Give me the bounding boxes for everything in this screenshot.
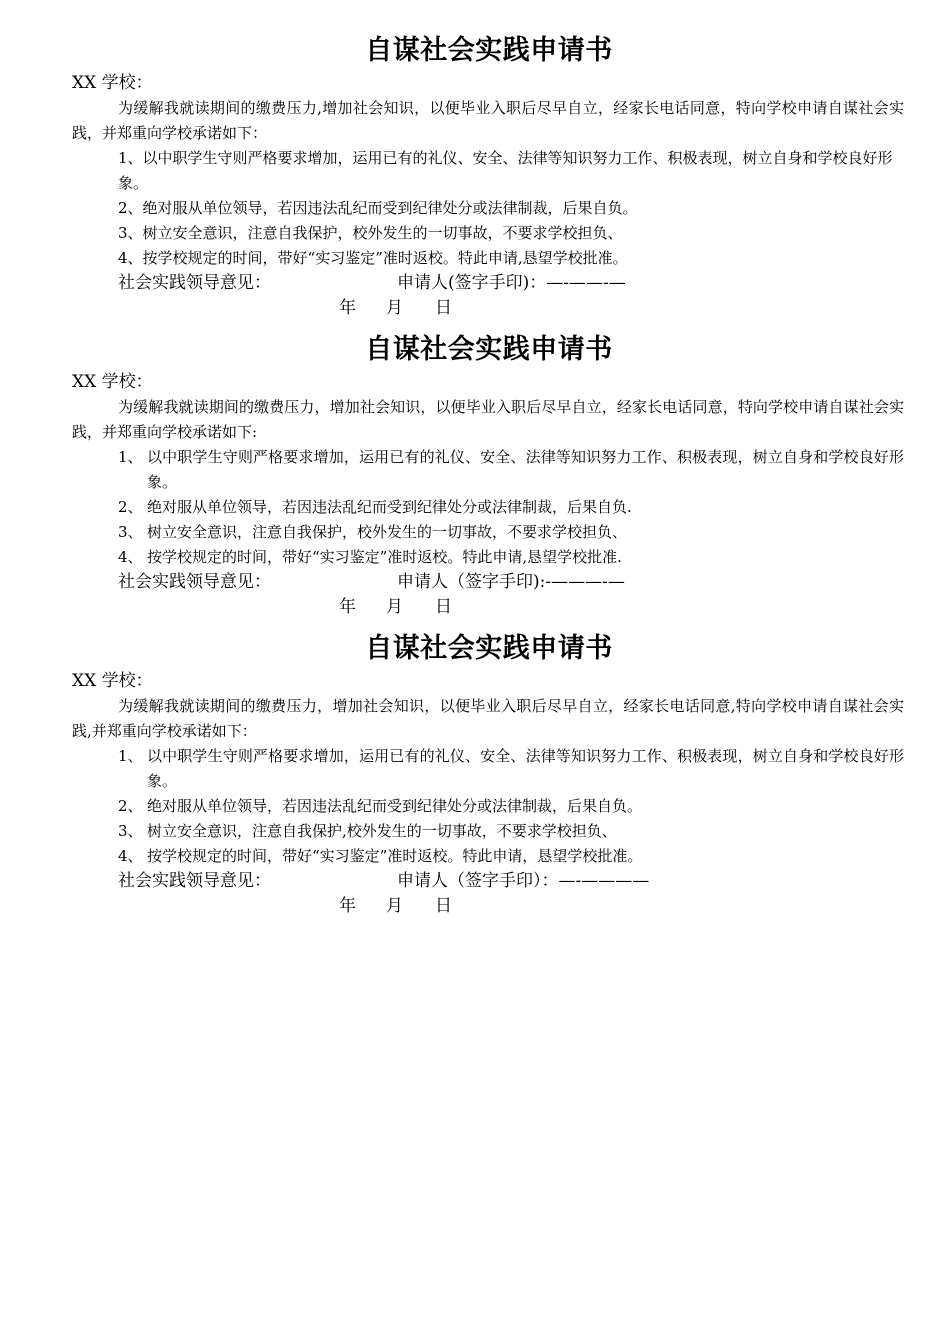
item-number: 4、 <box>118 249 143 267</box>
leader-opinion-label: 社会实践领导意见： <box>118 871 271 891</box>
leader-opinion-label: 社会实践领导意见： <box>118 572 271 592</box>
signature-row <box>72 869 904 894</box>
date-row <box>72 894 904 919</box>
applicant-signature-label: 申请人(签字手印)：—-——-— <box>397 273 626 293</box>
commitment-item <box>72 545 904 570</box>
commitment-list <box>72 744 904 869</box>
item-number: 3、 <box>118 822 143 840</box>
item-number: 3、 <box>118 224 143 242</box>
item-number: 2、 <box>118 797 143 815</box>
intro-paragraph: 为缓解我就读期间的缴费压力,增加社会知识，以便毕业入职后尽早自立，经家长电话同意，特向学校申请自谋社会实践，并郑重向学校承诺如下： <box>72 99 904 142</box>
commitment-item <box>72 819 904 844</box>
item-text: 以中职学生守则严格要求增加，运用已有的礼仪、安全、法律等知识努力工作、积极表现，树立自身和学校良好形象。 <box>118 149 893 192</box>
form-title: 自谋社会实践申请书 <box>365 334 613 365</box>
date-month-label: 月 <box>386 298 403 318</box>
date-day-label: 日 <box>435 597 452 617</box>
commitment-list <box>72 146 904 271</box>
commitment-item <box>72 445 904 495</box>
date-year-label: 年 <box>339 597 356 617</box>
item-number: 4、 <box>118 847 143 865</box>
date-month-label: 月 <box>386 896 403 916</box>
date-year-label: 年 <box>339 298 356 318</box>
signature-row <box>72 271 904 296</box>
commitment-item <box>72 221 904 246</box>
item-text: 绝对服从单位领导，若因违法乱纪而受到纪律处分或法律制裁，后果自负。 <box>142 199 638 217</box>
item-text: 按学校规定的时间，带好“实习鉴定”准时返校。特此申请,恳望学校批准。 <box>142 249 628 267</box>
item-number: 2、 <box>118 199 143 217</box>
date-row <box>72 595 904 620</box>
applicant-signature-label: 申请人（签字手印):-———-— <box>397 572 625 592</box>
commitment-list <box>72 445 904 570</box>
commitment-item <box>72 146 904 196</box>
item-text: 树立安全意识，注意自我保护，校外发生的一切事故，不要求学校担负、 <box>147 523 628 541</box>
applicant-signature-label: 申请人（签字手印）：—-———— <box>397 871 650 891</box>
form-title: 自谋社会实践申请书 <box>365 35 613 66</box>
item-number: 1、 <box>118 149 143 167</box>
item-number: 3、 <box>118 523 143 541</box>
commitment-item <box>72 794 904 819</box>
form-title: 自谋社会实践申请书 <box>365 633 613 664</box>
date-year-label: 年 <box>339 896 356 916</box>
item-number: 2、 <box>118 498 143 516</box>
commitment-item <box>72 744 904 794</box>
item-number: 4、 <box>118 548 143 566</box>
addressee: XX 学校： <box>72 372 153 392</box>
application-form-2 <box>72 331 904 620</box>
application-form-1 <box>72 32 904 321</box>
item-text: 按学校规定的时间，带好“实习鉴定”准时返校。特此申请，恳望学校批准。 <box>147 847 643 865</box>
commitment-item <box>72 844 904 869</box>
intro-paragraph: 为缓解我就读期间的缴费压力，增加社会知识，以便毕业入职后尽早自立，经家长电话同意,特向学校申请自谋社会实践,并郑重向学校承诺如下： <box>72 697 904 740</box>
leader-opinion-label: 社会实践领导意见： <box>118 273 271 293</box>
addressee: XX 学校： <box>72 73 153 93</box>
item-text: 按学校规定的时间，带好“实习鉴定”准时返校。特此申请,恳望学校批准. <box>147 548 622 566</box>
commitment-item <box>72 520 904 545</box>
date-day-label: 日 <box>435 896 452 916</box>
commitment-item <box>72 246 904 271</box>
date-day-label: 日 <box>435 298 452 318</box>
addressee: XX 学校： <box>72 671 153 691</box>
item-text: 以中职学生守则严格要求增加，运用已有的礼仪、安全、法律等知识努力工作、积极表现，树立自身和学校良好形象。 <box>147 448 904 491</box>
item-text: 树立安全意识，注意自我保护,校外发生的一切事故，不要求学校担负、 <box>147 822 617 840</box>
item-number: 1、 <box>118 747 143 765</box>
application-form-3 <box>72 630 904 919</box>
signature-row <box>72 570 904 595</box>
item-text: 树立安全意识，注意自我保护，校外发生的一切事故，不要求学校担负、 <box>142 224 623 242</box>
date-row <box>72 296 904 321</box>
intro-paragraph: 为缓解我就读期间的缴费压力，增加社会知识，以便毕业入职后尽早自立，经家长电话同意，特向学校申请自谋社会实践，并郑重向学校承诺如下: <box>72 398 904 441</box>
date-month-label: 月 <box>386 597 403 617</box>
item-text: 以中职学生守则严格要求增加，运用已有的礼仪、安全、法律等知识努力工作、积极表现，树立自身和学校良好形象。 <box>147 747 904 790</box>
item-text: 绝对服从单位领导，若因违法乱纪而受到纪律处分或法律制裁，后果自负. <box>147 498 632 516</box>
item-text: 绝对服从单位领导，若因违法乱纪而受到纪律处分或法律制裁，后果自负。 <box>147 797 643 815</box>
commitment-item <box>72 196 904 221</box>
item-number: 1、 <box>118 448 143 466</box>
commitment-item <box>72 495 904 520</box>
